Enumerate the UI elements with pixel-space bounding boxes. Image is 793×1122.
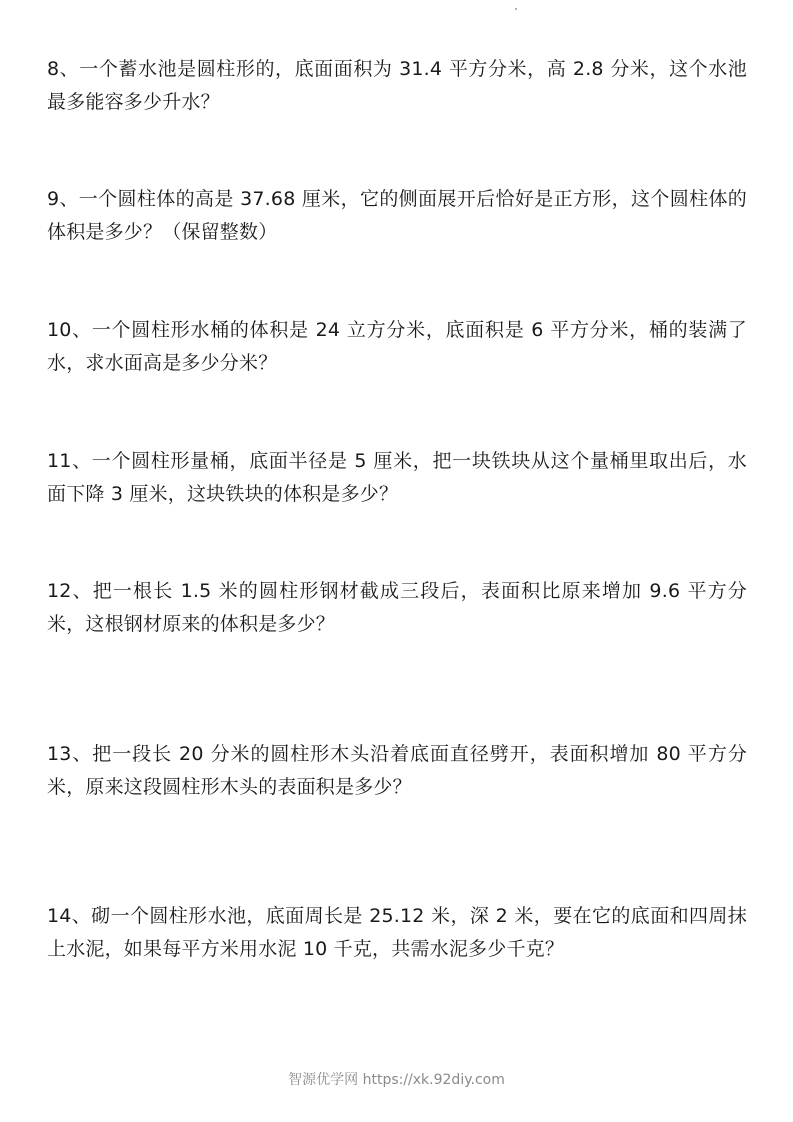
question-11: 11、一个圆柱形量桶，底面半径是 5 厘米，把一块铁块从这个量桶里取出后，水面下降 3 厘米，这块铁块的体积是多少？ (47, 450, 747, 505)
question-9: 9、一个圆柱体的高是 37.68 厘米，它的侧面展开后恰好是正方形，这个圆柱体的体积是多少？（保留整数） (47, 188, 747, 243)
question-12: 12、把一根长 1.5 米的圆柱形钢材截成三段后，表面积比原来增加 9.6 平方分米，这根钢材原来的体积是多少？ (47, 580, 747, 635)
page-footer-watermark: 智源优学网 https://xk.92diy.com (288, 1072, 505, 1088)
question-13: 13、把一段长 20 分米的圆柱形木头沿着底面直径劈开，表面积增加 80 平方分米，原来这段圆柱形木头的表面积是多少？ (47, 743, 747, 798)
question-8: 8、一个蓄水池是圆柱形的，底面面积为 31.4 平方分米，高 2.8 分米，这个水池最多能容多少升水？ (47, 58, 747, 113)
question-14: 14、砌一个圆柱形水池，底面周长是 25.12 米，深 2 米，要在它的底面和四周抹上水泥，如果每平方米用水泥 10 千克，共需水泥多少千克？ (47, 905, 747, 960)
question-10: 10、一个圆柱形水桶的体积是 24 立方分米，底面积是 6 平方分米，桶的装满了水，求水面高是多少分米？ (47, 319, 747, 374)
page-mark (515, 8, 517, 10)
